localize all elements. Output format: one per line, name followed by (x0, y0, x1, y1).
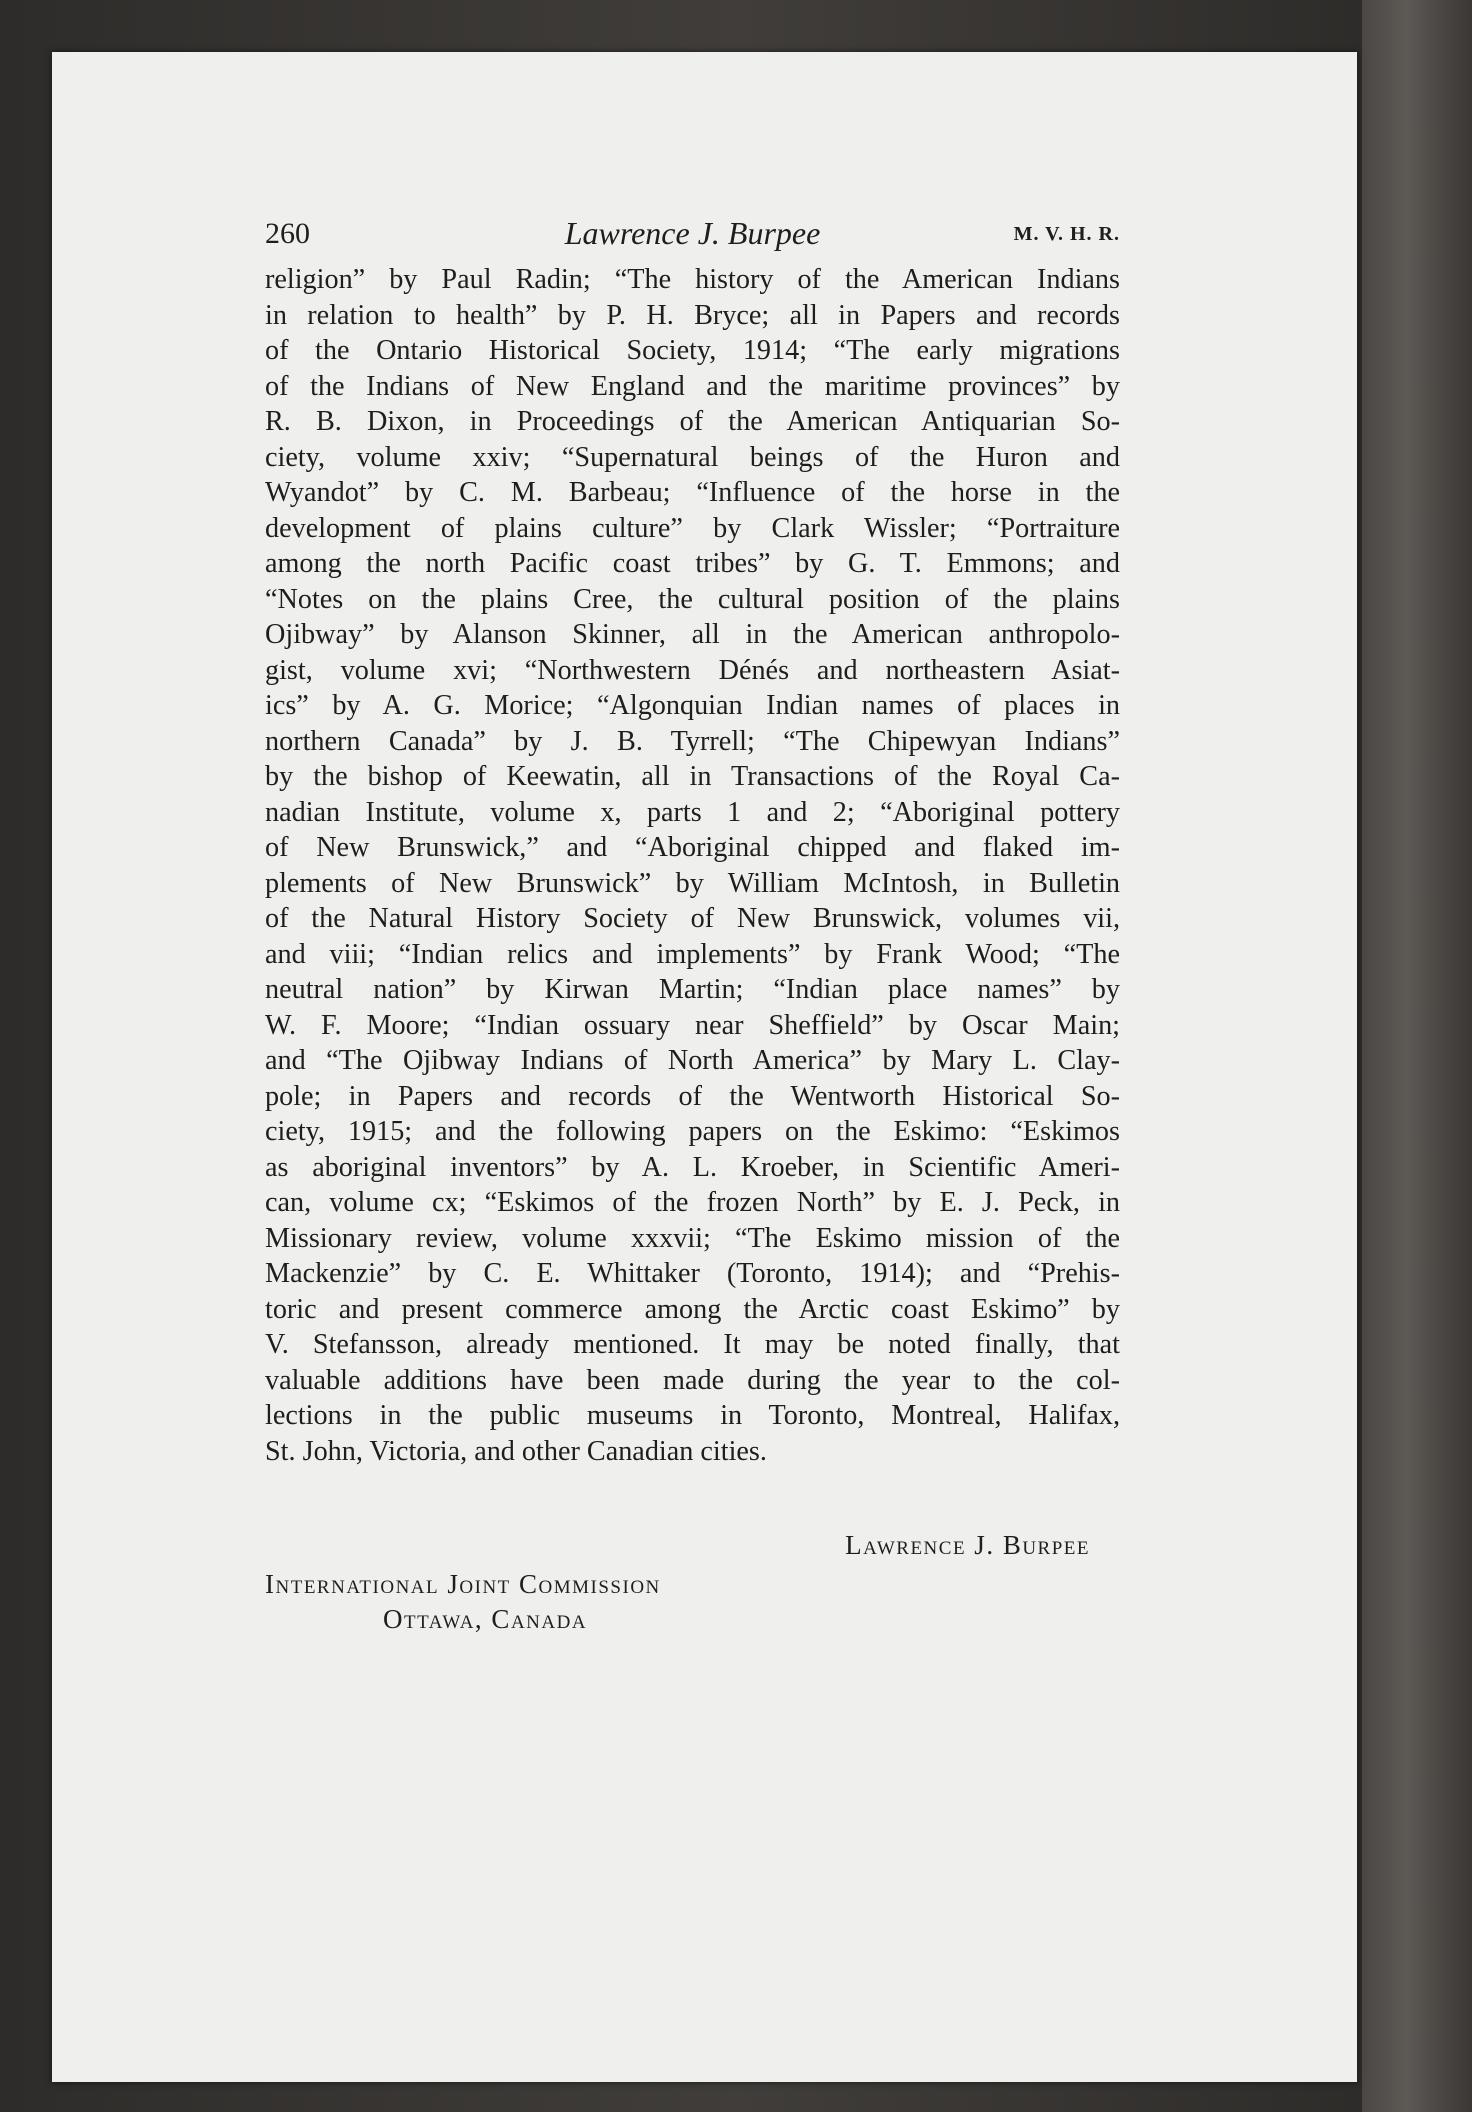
text-line: St. John, Victoria, and other Canadian cities. (265, 1435, 767, 1467)
text-line: valuable additions have been made during the year to the col- (265, 1364, 1120, 1396)
text-line: among the north Pacific coast tribes” by G. T. Emmons; and (265, 548, 1120, 579)
running-head (265, 205, 1120, 265)
text-line: ciety, 1915; and the following papers on the Eskimo: “Eskimos (265, 1116, 1120, 1147)
text-line: toric and present commerce among the Arctic coast Eskimo” by (265, 1293, 1120, 1325)
text-line: of New Brunswick,” and “Aboriginal chipped and flaked im- (265, 832, 1120, 863)
text-line: as aboriginal inventors” by A. L. Kroeber, in Scientific Ameri- (265, 1151, 1120, 1183)
text-line: of the Natural History Society of New Brunswick, volumes vii, (265, 903, 1120, 934)
text-line: can, volume cx; “Eskimos of the frozen North” by E. J. Peck, in (265, 1187, 1120, 1218)
journal-abbreviation: M. V. H. R. (1013, 223, 1120, 245)
text-line: V. Stefansson, already mentioned. It may be noted finally, that (265, 1329, 1120, 1360)
signature-block (265, 1530, 1120, 1635)
text-line: of the Ontario Historical Society, 1914; “The early migrations (265, 335, 1120, 366)
text-line: Wyandot” by C. M. Barbeau; “Influence of the horse in the (265, 477, 1120, 508)
page-number: 260 (265, 217, 310, 250)
affiliation-location: Ottawa, Canada (383, 1604, 588, 1634)
text-line: ciety, volume xxiv; “Supernatural beings of the Huron and (265, 441, 1120, 473)
affiliation-line: International Joint Commission (265, 1569, 661, 1599)
text-line: Ojibway” by Alanson Skinner, all in the American anthropolo- (265, 619, 1120, 650)
text-line: neutral nation” by Kirwan Martin; “Indian place names” by (265, 974, 1120, 1005)
text-line: and viii; “Indian relics and implements” by Frank Wood; “The (265, 938, 1120, 970)
text-line: W. F. Moore; “Indian ossuary near Sheffield” by Oscar Main; (265, 1009, 1120, 1041)
text-line: northern Canada” by J. B. Tyrrell; “The Chipewyan Indians” (265, 725, 1120, 757)
text-line: gist, volume xvi; “Northwestern Dénés and northeastern Asiat- (265, 654, 1120, 686)
text-line: ics” by A. G. Morice; “Algonquian Indian names of places in (265, 690, 1120, 721)
text-line: and “The Ojibway Indians of North America” by Mary L. Clay- (265, 1045, 1120, 1076)
text-line: Mackenzie” by C. E. Whittaker (Toronto, 1914); and “Prehis- (265, 1258, 1120, 1289)
text-line: “Notes on the plains Cree, the cultural position of the plains (265, 583, 1120, 615)
text-line: pole; in Papers and records of the Wentworth Historical So- (265, 1080, 1120, 1112)
running-title: Lawrence J. Burpee (564, 215, 821, 251)
text-line: plements of New Brunswick” by William McIntosh, in Bulletin (265, 867, 1120, 899)
text-line: Missionary review, volume xxxvii; “The Eskimo mission of the (265, 1222, 1120, 1254)
text-line: of the Indians of New England and the maritime provinces” by (265, 370, 1120, 402)
text-line: religion” by Paul Radin; “The history of the American Indians (265, 264, 1120, 295)
text-line: R. B. Dixon, in Proceedings of the American Antiquarian So- (265, 406, 1120, 437)
text-line: in relation to health” by P. H. Bryce; all in Papers and records (265, 299, 1120, 331)
text-line: development of plains culture” by Clark Wissler; “Portraiture (265, 512, 1120, 544)
author-signature: Lawrence J. Burpee (845, 1530, 1090, 1560)
text-line: nadian Institute, volume x, parts 1 and 2; “Aboriginal pottery (265, 796, 1120, 828)
body-text (265, 262, 1120, 1469)
text-line: by the bishop of Keewatin, all in Transactions of the Royal Ca- (265, 761, 1120, 792)
book-binding-edge (1362, 0, 1472, 2112)
text-line: lections in the public museums in Toronto, Montreal, Halifax, (265, 1400, 1120, 1431)
